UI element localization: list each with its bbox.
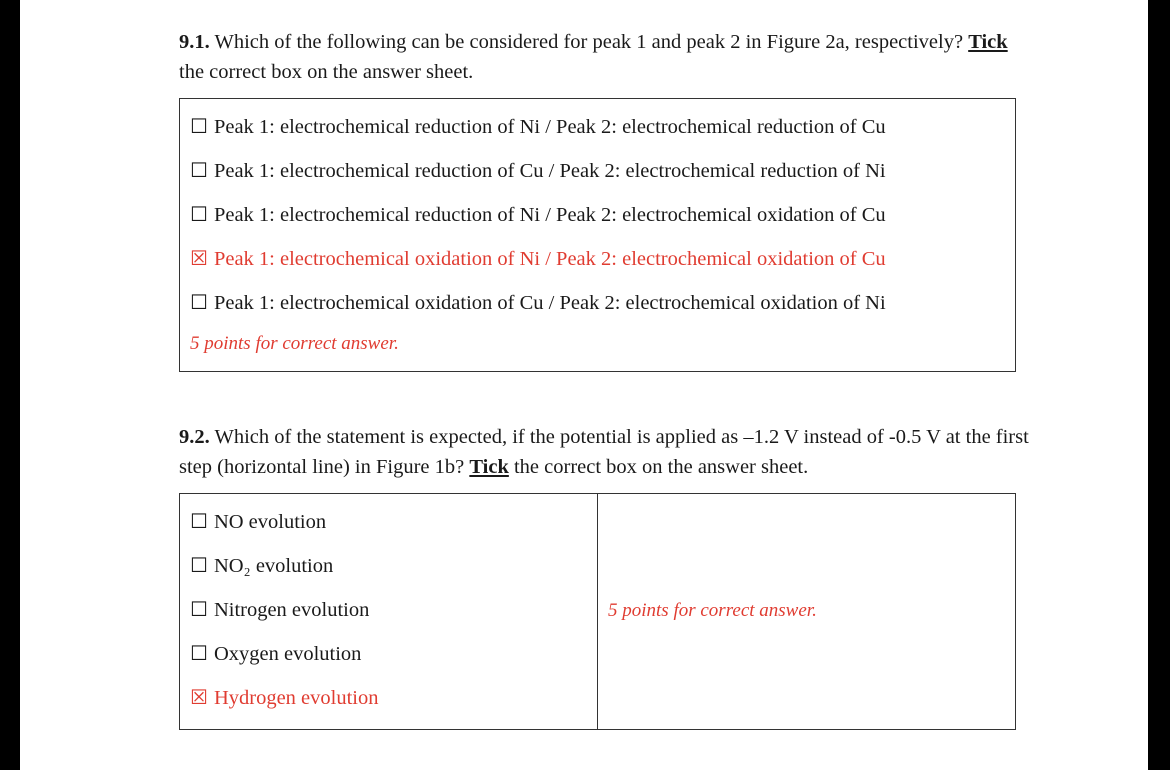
checkbox-icon[interactable]: ☐ [190, 114, 208, 138]
option-label: Hydrogen evolution [213, 687, 379, 709]
question-text: Which of the statement is expected, if the potential is applied as –1.2 V instead of -0.5 V at the first step (horizontal line) in Figure 1b? [179, 426, 1029, 478]
checked-box-icon[interactable]: ☒ [190, 246, 208, 270]
tick-keyword: Tick [968, 31, 1008, 53]
option-row[interactable] [190, 158, 886, 183]
question-9-1 [179, 28, 1029, 87]
option-label: Oxygen evolution [213, 643, 362, 665]
question-text-end: the correct box on the answer sheet. [179, 60, 474, 83]
option-row[interactable] [190, 114, 886, 139]
checkbox-icon[interactable]: ☐ [190, 509, 208, 533]
option-row[interactable] [190, 553, 333, 578]
answer-box-9-1 [179, 98, 1016, 372]
tick-keyword: Tick [469, 455, 509, 478]
checkbox-icon[interactable]: ☐ [190, 202, 208, 226]
option-row[interactable] [190, 509, 326, 534]
option-label: NO evolution [213, 511, 327, 533]
option-row[interactable] [190, 290, 886, 315]
checkbox-icon[interactable]: ☐ [190, 553, 208, 577]
checked-box-icon[interactable]: ☒ [190, 685, 208, 709]
option-label: Peak 1: electrochemical reduction of Ni / Peak 2: electrochemical oxidation of Cu [213, 204, 886, 226]
option-row[interactable] [190, 641, 361, 666]
points-note: 5 points for correct answer. [608, 600, 817, 621]
option-label: Peak 1: electrochemical reduction of Ni / Peak 2: electrochemical reduction of Cu [213, 116, 886, 138]
question-9-2 [179, 423, 1029, 482]
answer-box-9-2 [179, 493, 1016, 730]
checkbox-icon[interactable]: ☐ [190, 597, 208, 621]
checkbox-icon[interactable]: ☐ [190, 290, 208, 314]
document-page [20, 0, 1148, 770]
option-label: NO₂ evolution [213, 555, 334, 577]
option-row-correct[interactable] [190, 246, 886, 271]
checkbox-icon[interactable]: ☐ [190, 641, 208, 665]
question-text: Which of the following can be considered for peak 1 and peak 2 in Figure 2a, respectively? [209, 31, 969, 53]
option-row[interactable] [190, 597, 369, 622]
option-label: Nitrogen evolution [213, 599, 370, 621]
points-note: 5 points for correct answer. [190, 333, 399, 354]
column-divider [597, 494, 598, 729]
option-label: Peak 1: electrochemical oxidation of Cu / Peak 2: electrochemical oxidation of Ni [213, 292, 886, 314]
option-row-correct[interactable] [190, 685, 378, 710]
option-row[interactable] [190, 202, 886, 227]
question-text-end: the correct box on the answer sheet. [508, 455, 809, 478]
option-label: Peak 1: electrochemical reduction of Cu / Peak 2: electrochemical reduction of Ni [213, 160, 886, 182]
question-number: 9.1. [179, 31, 210, 53]
checkbox-icon[interactable]: ☐ [190, 158, 208, 182]
option-label: Peak 1: electrochemical oxidation of Ni / Peak 2: electrochemical oxidation of Cu [213, 248, 886, 270]
question-number: 9.2. [179, 426, 210, 448]
